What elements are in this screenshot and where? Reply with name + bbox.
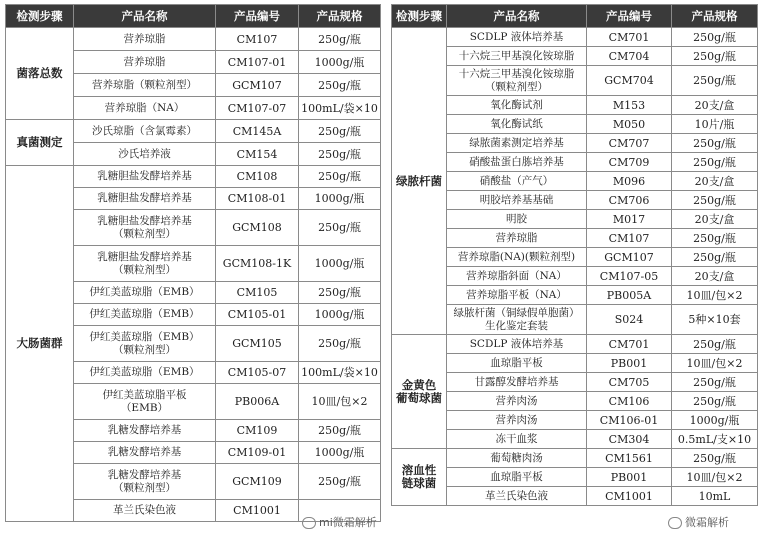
- table-row: [392, 115, 758, 134]
- product-spec-cell: 10皿/包×2: [672, 468, 758, 487]
- header-product-name: 产品名称: [74, 5, 216, 28]
- product-code-cell: CM1001: [216, 500, 299, 522]
- header-product-code: 产品编号: [216, 5, 299, 28]
- product-name-cell: 营养琼脂平板（NA）: [447, 286, 587, 305]
- product-spec-cell: 250g/瓶: [299, 326, 381, 362]
- product-code-cell: CM701: [587, 28, 672, 47]
- product-code-cell: CM704: [587, 47, 672, 66]
- product-code-cell: CM108-01: [216, 188, 299, 210]
- table-row: [6, 28, 381, 51]
- watermark-right-text: 微霜解析: [685, 516, 729, 529]
- table-row: [392, 134, 758, 153]
- product-spec-cell: 20支/盒: [672, 210, 758, 229]
- product-name-cell: 伊红美蓝琼脂（EMB）: [74, 304, 216, 326]
- product-spec-cell: 20支/盒: [672, 96, 758, 115]
- table-row: [392, 411, 758, 430]
- product-code-cell: CM154: [216, 143, 299, 166]
- product-spec-cell: 250g/瓶: [299, 420, 381, 442]
- wechat-icon: [302, 517, 316, 529]
- product-name-cell: 乳糖胆盐发酵培养基 （颗粒剂型）: [74, 246, 216, 282]
- product-spec-cell: 250g/瓶: [672, 229, 758, 248]
- product-spec-cell: 1000g/瓶: [672, 411, 758, 430]
- product-spec-cell: 250g/瓶: [672, 191, 758, 210]
- product-code-cell: M017: [587, 210, 672, 229]
- table-row: [392, 47, 758, 66]
- product-spec-cell: 250g/瓶: [299, 120, 381, 143]
- product-code-cell: CM106: [587, 392, 672, 411]
- table-row: [392, 96, 758, 115]
- header-product-code: 产品编号: [587, 5, 672, 28]
- product-spec-cell: 250g/瓶: [672, 47, 758, 66]
- product-spec-cell: 20支/盒: [672, 172, 758, 191]
- product-code-cell: CM706: [587, 191, 672, 210]
- product-spec-cell: 250g/瓶: [672, 335, 758, 354]
- product-spec-cell: 1000g/瓶: [299, 304, 381, 326]
- table-row: [392, 229, 758, 248]
- product-code-cell: M096: [587, 172, 672, 191]
- product-code-cell: CM705: [587, 373, 672, 392]
- product-name-cell: 营养琼脂: [74, 51, 216, 74]
- product-spec-cell: 250g/瓶: [672, 248, 758, 267]
- table-row: [392, 305, 758, 335]
- product-spec-cell: 1000g/瓶: [299, 51, 381, 74]
- product-spec-cell: 250g/瓶: [672, 449, 758, 468]
- table-row: [6, 120, 381, 143]
- product-code-cell: CM701: [587, 335, 672, 354]
- product-spec-cell: 250g/瓶: [672, 134, 758, 153]
- watermark-left: [302, 514, 377, 530]
- product-spec-cell: 1000g/瓶: [299, 188, 381, 210]
- product-spec-cell: 10皿/包×2: [672, 286, 758, 305]
- product-name-cell: 营养琼脂(NA)(颗粒剂型): [447, 248, 587, 267]
- product-name-cell: 甘露醇发酵培养基: [447, 373, 587, 392]
- product-code-cell: M153: [587, 96, 672, 115]
- product-name-cell: SCDLP 液体培养基: [447, 335, 587, 354]
- left-header-row: [6, 5, 381, 28]
- table-row: [392, 248, 758, 267]
- header-product-name: 产品名称: [447, 5, 587, 28]
- product-spec-cell: 250g/瓶: [299, 143, 381, 166]
- product-code-cell: CM304: [587, 430, 672, 449]
- product-spec-cell: 10mL: [672, 487, 758, 506]
- product-name-cell: 伊红美蓝琼脂（EMB）: [74, 362, 216, 384]
- right-table-body: [392, 28, 758, 506]
- product-code-cell: CM106-01: [587, 411, 672, 430]
- product-code-cell: PB001: [587, 354, 672, 373]
- product-name-cell: 硝酸盐（产气）: [447, 172, 587, 191]
- product-name-cell: 营养琼脂（NA）: [74, 97, 216, 120]
- product-code-cell: CM707: [587, 134, 672, 153]
- product-spec-cell: 1000g/瓶: [299, 246, 381, 282]
- product-name-cell: SCDLP 液体培养基: [447, 28, 587, 47]
- group-step-cell: 金黄色 葡萄球菌: [392, 335, 447, 449]
- product-code-cell: CM709: [587, 153, 672, 172]
- product-code-cell: CM107-01: [216, 51, 299, 74]
- product-code-cell: PB006A: [216, 384, 299, 420]
- product-code-cell: GCM105: [216, 326, 299, 362]
- right-product-table: [391, 4, 758, 506]
- table-row: [392, 373, 758, 392]
- product-name-cell: 营养肉汤: [447, 411, 587, 430]
- product-name-cell: 沙氏培养液: [74, 143, 216, 166]
- product-name-cell: 绿脓菌素测定培养基: [447, 134, 587, 153]
- group-step-cell: 溶血性 链球菌: [392, 449, 447, 506]
- left-product-table: [5, 4, 381, 522]
- right-header-row: [392, 5, 758, 28]
- left-table-body: [6, 28, 381, 522]
- header-step: 检测步骤: [6, 5, 74, 28]
- product-name-cell: 伊红美蓝琼脂（EMB）: [74, 282, 216, 304]
- product-name-cell: 营养琼脂: [74, 28, 216, 51]
- product-name-cell: 硝酸盐蛋白胨培养基: [447, 153, 587, 172]
- product-code-cell: CM105-07: [216, 362, 299, 384]
- product-name-cell: 血琼脂平板: [447, 468, 587, 487]
- table-row: [392, 172, 758, 191]
- product-spec-cell: 250g/瓶: [299, 166, 381, 188]
- product-code-cell: GCM704: [587, 66, 672, 96]
- product-code-cell: GCM107: [216, 74, 299, 97]
- product-spec-cell: 5种×10套: [672, 305, 758, 335]
- product-name-cell: 乳糖发酵培养基 （颗粒剂型）: [74, 464, 216, 500]
- table-row: [6, 166, 381, 188]
- product-spec-cell: 250g/瓶: [299, 74, 381, 97]
- product-spec-cell: 250g/瓶: [299, 464, 381, 500]
- product-name-cell: 营养琼脂: [447, 229, 587, 248]
- product-name-cell: 营养琼脂斜面（NA）: [447, 267, 587, 286]
- table-row: [392, 468, 758, 487]
- product-name-cell: 十六烷三甲基溴化铵琼脂 （颗粒剂型）: [447, 66, 587, 96]
- product-spec-cell: 250g/瓶: [672, 28, 758, 47]
- product-code-cell: CM1001: [587, 487, 672, 506]
- table-row: [392, 191, 758, 210]
- table-row: [392, 335, 758, 354]
- product-name-cell: 沙氏琼脂（含氯霉素）: [74, 120, 216, 143]
- product-spec-cell: 250g/瓶: [299, 210, 381, 246]
- product-code-cell: CM105: [216, 282, 299, 304]
- watermark-left-text: mi微霜解析: [319, 516, 377, 529]
- table-row: [392, 66, 758, 96]
- product-name-cell: 乳糖胆盐发酵培养基: [74, 166, 216, 188]
- product-name-cell: 乳糖发酵培养基: [74, 420, 216, 442]
- product-code-cell: PB001: [587, 468, 672, 487]
- product-spec-cell: 250g/瓶: [299, 282, 381, 304]
- product-name-cell: 氧化酶试剂: [447, 96, 587, 115]
- product-spec-cell: 20支/盒: [672, 267, 758, 286]
- product-spec-cell: 250g/瓶: [672, 153, 758, 172]
- header-step: 检测步骤: [392, 5, 447, 28]
- product-name-cell: 葡萄糖肉汤: [447, 449, 587, 468]
- product-code-cell: PB005A: [587, 286, 672, 305]
- product-spec-cell: 250g/瓶: [672, 373, 758, 392]
- product-code-cell: M050: [587, 115, 672, 134]
- table-row: [392, 392, 758, 411]
- product-code-cell: GCM108-1K: [216, 246, 299, 282]
- product-code-cell: GCM107: [587, 248, 672, 267]
- product-name-cell: 革兰氏染色液: [74, 500, 216, 522]
- group-step-cell: 绿脓杆菌: [392, 28, 447, 335]
- product-name-cell: 绿脓杆菌（铜绿假单胞菌） 生化鉴定套装: [447, 305, 587, 335]
- product-spec-cell: 10片/瓶: [672, 115, 758, 134]
- product-code-cell: CM109: [216, 420, 299, 442]
- product-code-cell: CM107-05: [587, 267, 672, 286]
- product-spec-cell: 250g/瓶: [672, 66, 758, 96]
- product-name-cell: 乳糖发酵培养基: [74, 442, 216, 464]
- product-name-cell: 乳糖胆盐发酵培养基 （颗粒剂型）: [74, 210, 216, 246]
- product-code-cell: GCM108: [216, 210, 299, 246]
- product-name-cell: 氧化酶试纸: [447, 115, 587, 134]
- product-name-cell: 明胶: [447, 210, 587, 229]
- product-code-cell: CM109-01: [216, 442, 299, 464]
- product-code-cell: CM107-07: [216, 97, 299, 120]
- product-spec-cell: 0.5mL/支×10: [672, 430, 758, 449]
- product-spec-cell: 100mL/袋×10: [299, 97, 381, 120]
- product-spec-cell: 250g/瓶: [299, 28, 381, 51]
- product-spec-cell: 100mL/袋×10: [299, 362, 381, 384]
- product-spec-cell: 10皿/包×2: [672, 354, 758, 373]
- group-step-cell: 真菌测定: [6, 120, 74, 166]
- product-code-cell: CM145A: [216, 120, 299, 143]
- product-name-cell: 伊红美蓝琼脂平板 （EMB）: [74, 384, 216, 420]
- product-spec-cell: 10皿/包×2: [299, 384, 381, 420]
- group-step-cell: 菌落总数: [6, 28, 74, 120]
- product-code-cell: CM1561: [587, 449, 672, 468]
- product-code-cell: CM107: [216, 28, 299, 51]
- product-name-cell: 革兰氏染色液: [447, 487, 587, 506]
- table-row: [392, 354, 758, 373]
- table-row: [392, 286, 758, 305]
- product-code-cell: CM108: [216, 166, 299, 188]
- table-row: [392, 210, 758, 229]
- product-name-cell: 明胶培养基基础: [447, 191, 587, 210]
- table-row: [392, 449, 758, 468]
- product-name-cell: 伊红美蓝琼脂（EMB） （颗粒剂型）: [74, 326, 216, 362]
- product-code-cell: GCM109: [216, 464, 299, 500]
- table-row: [392, 28, 758, 47]
- product-name-cell: 十六烷三甲基溴化铵琼脂: [447, 47, 587, 66]
- wechat-icon: [668, 517, 682, 529]
- product-code-cell: CM105-01: [216, 304, 299, 326]
- product-code-cell: CM107: [587, 229, 672, 248]
- table-row: [392, 430, 758, 449]
- group-step-cell: 大肠菌群: [6, 166, 74, 522]
- product-name-cell: 血琼脂平板: [447, 354, 587, 373]
- watermark-right: [668, 514, 729, 530]
- product-name-cell: 营养琼脂（颗粒剂型）: [74, 74, 216, 97]
- product-name-cell: 营养肉汤: [447, 392, 587, 411]
- table-row: [392, 267, 758, 286]
- table-row: [392, 487, 758, 506]
- product-spec-cell: 250g/瓶: [672, 392, 758, 411]
- header-product-spec: 产品规格: [299, 5, 381, 28]
- product-name-cell: 冻干血浆: [447, 430, 587, 449]
- header-product-spec: 产品规格: [672, 5, 758, 28]
- product-name-cell: 乳糖胆盐发酵培养基: [74, 188, 216, 210]
- product-code-cell: S024: [587, 305, 672, 335]
- product-spec-cell: 1000g/瓶: [299, 442, 381, 464]
- table-row: [392, 153, 758, 172]
